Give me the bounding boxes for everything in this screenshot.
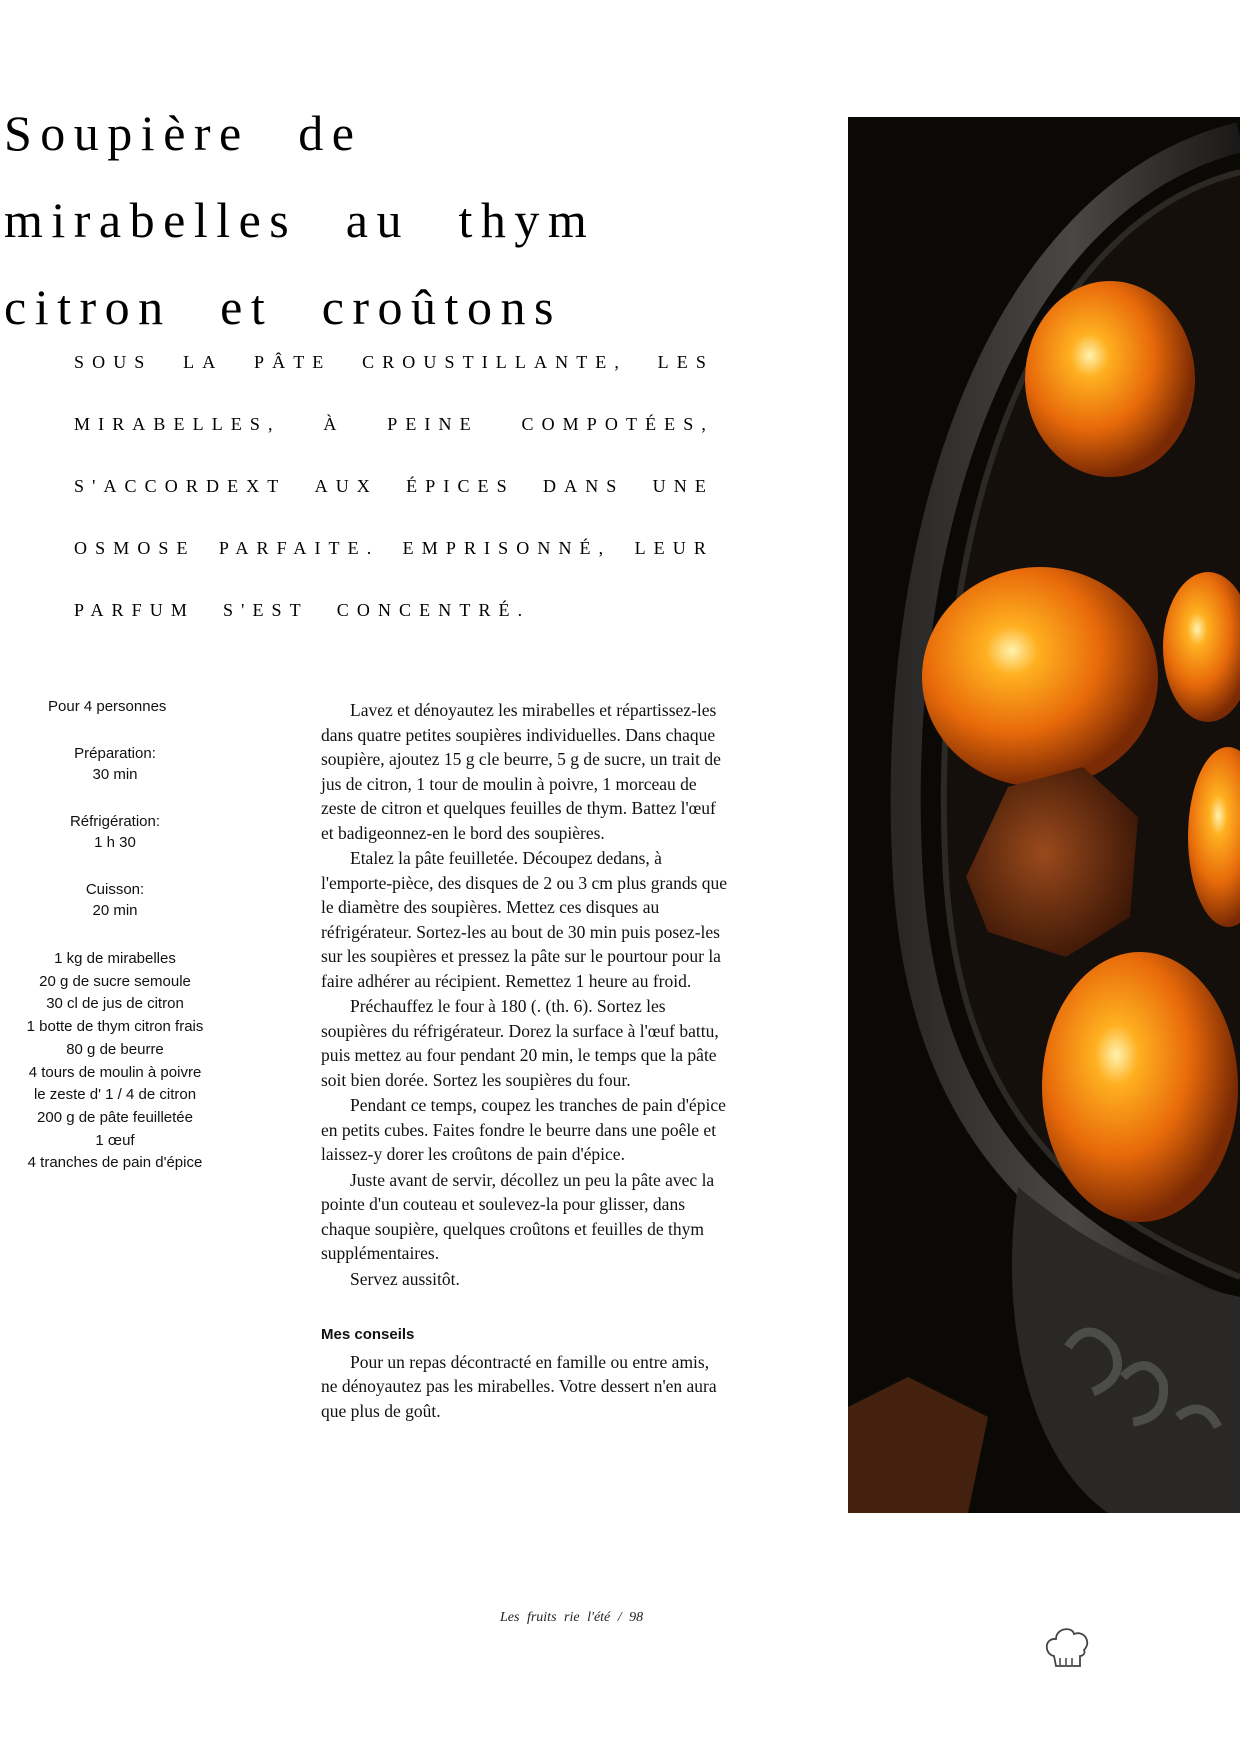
chef-hat-icon bbox=[1042, 1622, 1094, 1674]
ingredient: 4 tours de moulin à poivre bbox=[28, 1063, 202, 1081]
intro-word: COMPOTÉES, bbox=[521, 414, 714, 434]
ingredient: le zeste d' 1 / 4 de citron bbox=[33, 1086, 197, 1104]
intro-word: CONCENTRÉ. bbox=[336, 600, 531, 620]
step-paragraph: Servez aussitôt. bbox=[350, 1268, 460, 1289]
prep-label: Préparation: bbox=[74, 745, 156, 762]
cook-value: 20 min bbox=[92, 902, 138, 919]
chill-label: Réfrigération: bbox=[69, 813, 161, 830]
intro-word: EMPRISONNÉ, bbox=[402, 538, 612, 558]
mirabelles-photo bbox=[848, 117, 1240, 1513]
title-line: mirabelles au thym bbox=[4, 192, 596, 248]
prep-time bbox=[0, 744, 230, 786]
intro-line bbox=[74, 598, 714, 660]
ingredients-list bbox=[0, 948, 230, 1175]
step-paragraph: Préchauffez le four à 180 (. (th. 6). Sortez les soupières du réfrigérateur. Dorez la surface à l'œuf battu, puis mettez au four pendant 20 min, le temps que la pâte soit bien dorée. Sortez les soupières du four. bbox=[321, 996, 719, 1090]
ingredient: 1 kg de mirabelles bbox=[54, 950, 176, 967]
intro-text bbox=[74, 350, 714, 660]
step-paragraph: Etalez la pâte feuilletée. Découpez dedans, à l'emporte-pièce, des disques de 2 ou 3 cm plus grands que le diamètre des soupières. Mettez ces disques au réfrigérateur. Sortez-les au bout de 30 min puis posez-les sur les soupières et pressez la pâte sur le pourtour pour la faire adhérer au récipient. Remettez 1 heure au froid. bbox=[321, 848, 728, 991]
ingredient: 1 botte de thym citron frais bbox=[26, 1018, 204, 1036]
intro-word: MIRABELLES, bbox=[74, 414, 281, 434]
intro-line bbox=[74, 474, 714, 536]
intro-line bbox=[74, 412, 714, 474]
ingredient: 1 œuf bbox=[95, 1131, 135, 1149]
intro-word: DANS bbox=[543, 476, 625, 496]
ingredient: 30 cl de jus de citron bbox=[46, 995, 184, 1013]
step-paragraph: Lavez et dénoyautez les mirabelles et répartissez-les dans quatre petites soupières individuelles. Dans chaque soupière, ajoutez 15 g cle beurre, 5 g de sucre, un trait de jus de citron, 1 tour de moulin à poivre, 1 morceau de zeste de citron et quelques feuilles de thym. Battez l'œuf et badigeonnez-en le bord des soupières. bbox=[321, 700, 721, 843]
chill-value: 1 h 30 bbox=[94, 834, 136, 851]
intro-word: UNE bbox=[652, 476, 714, 496]
intro-word: AUX bbox=[314, 476, 378, 496]
intro-line bbox=[74, 350, 714, 412]
intro-word: LEUR bbox=[634, 538, 714, 558]
pot-illustration bbox=[848, 117, 1240, 1513]
intro-word: SOUS bbox=[74, 352, 153, 372]
page-footer: Les fruits rie l'été / 98 bbox=[500, 1610, 644, 1625]
ingredient: 20 g de sucre semoule bbox=[39, 972, 191, 990]
ingredient: 4 tranches de pain d'épice bbox=[27, 1154, 203, 1172]
ingredient: 80 g de beurre bbox=[66, 1040, 164, 1058]
intro-word: LES bbox=[657, 352, 714, 372]
intro-word: PARFUM bbox=[74, 600, 195, 620]
intro-word: PEINE bbox=[387, 414, 479, 434]
title-line: Soupière de bbox=[4, 105, 363, 161]
tips-text: Pour un repas décontracté en famille ou entre amis, ne dénoyautez pas les mirabelles. Votre dessert n'en aura que plus de goût. bbox=[321, 1351, 717, 1421]
tips-heading: Mes conseils bbox=[321, 1326, 415, 1343]
intro-word: PÂTE bbox=[254, 352, 332, 372]
intro-word: PARFAITE. bbox=[218, 538, 380, 558]
step-paragraph: Pendant ce temps, coupez les tranches de pain d'épice en petits cubes. Faites fondre le beurre dans une poêle et laissez-y dorer les croûtons de pain d'épice. bbox=[321, 1095, 726, 1164]
intro-word: À bbox=[323, 414, 345, 434]
recipe-steps bbox=[321, 698, 729, 1424]
cook-label: Cuisson: bbox=[85, 881, 145, 898]
servings: Pour 4 personnes bbox=[48, 698, 167, 715]
intro-word: S'ACCORDEXT bbox=[74, 476, 287, 496]
intro-word: ÉPICES bbox=[406, 476, 515, 496]
step-paragraph: Juste avant de servir, décollez un peu la pâte avec la pointe d'un couteau et soulevez-la pour glisser, dans chaque soupière, quelques croûtons et feuilles de thym supplémentaires. bbox=[321, 1169, 715, 1263]
intro-word: CROUSTILLANTE, bbox=[362, 352, 627, 372]
intro-line bbox=[74, 536, 714, 598]
cook-time bbox=[0, 880, 230, 922]
recipe-title bbox=[4, 90, 595, 351]
intro-word: OSMOSE bbox=[74, 538, 196, 558]
intro-word: LA bbox=[183, 352, 224, 372]
title-line: citron et croûtons bbox=[4, 279, 562, 335]
ingredient: 200 g de pâte feuilletée bbox=[37, 1108, 193, 1126]
prep-value: 30 min bbox=[92, 766, 138, 783]
chill-time bbox=[0, 812, 230, 854]
intro-word: S'EST bbox=[222, 600, 309, 620]
